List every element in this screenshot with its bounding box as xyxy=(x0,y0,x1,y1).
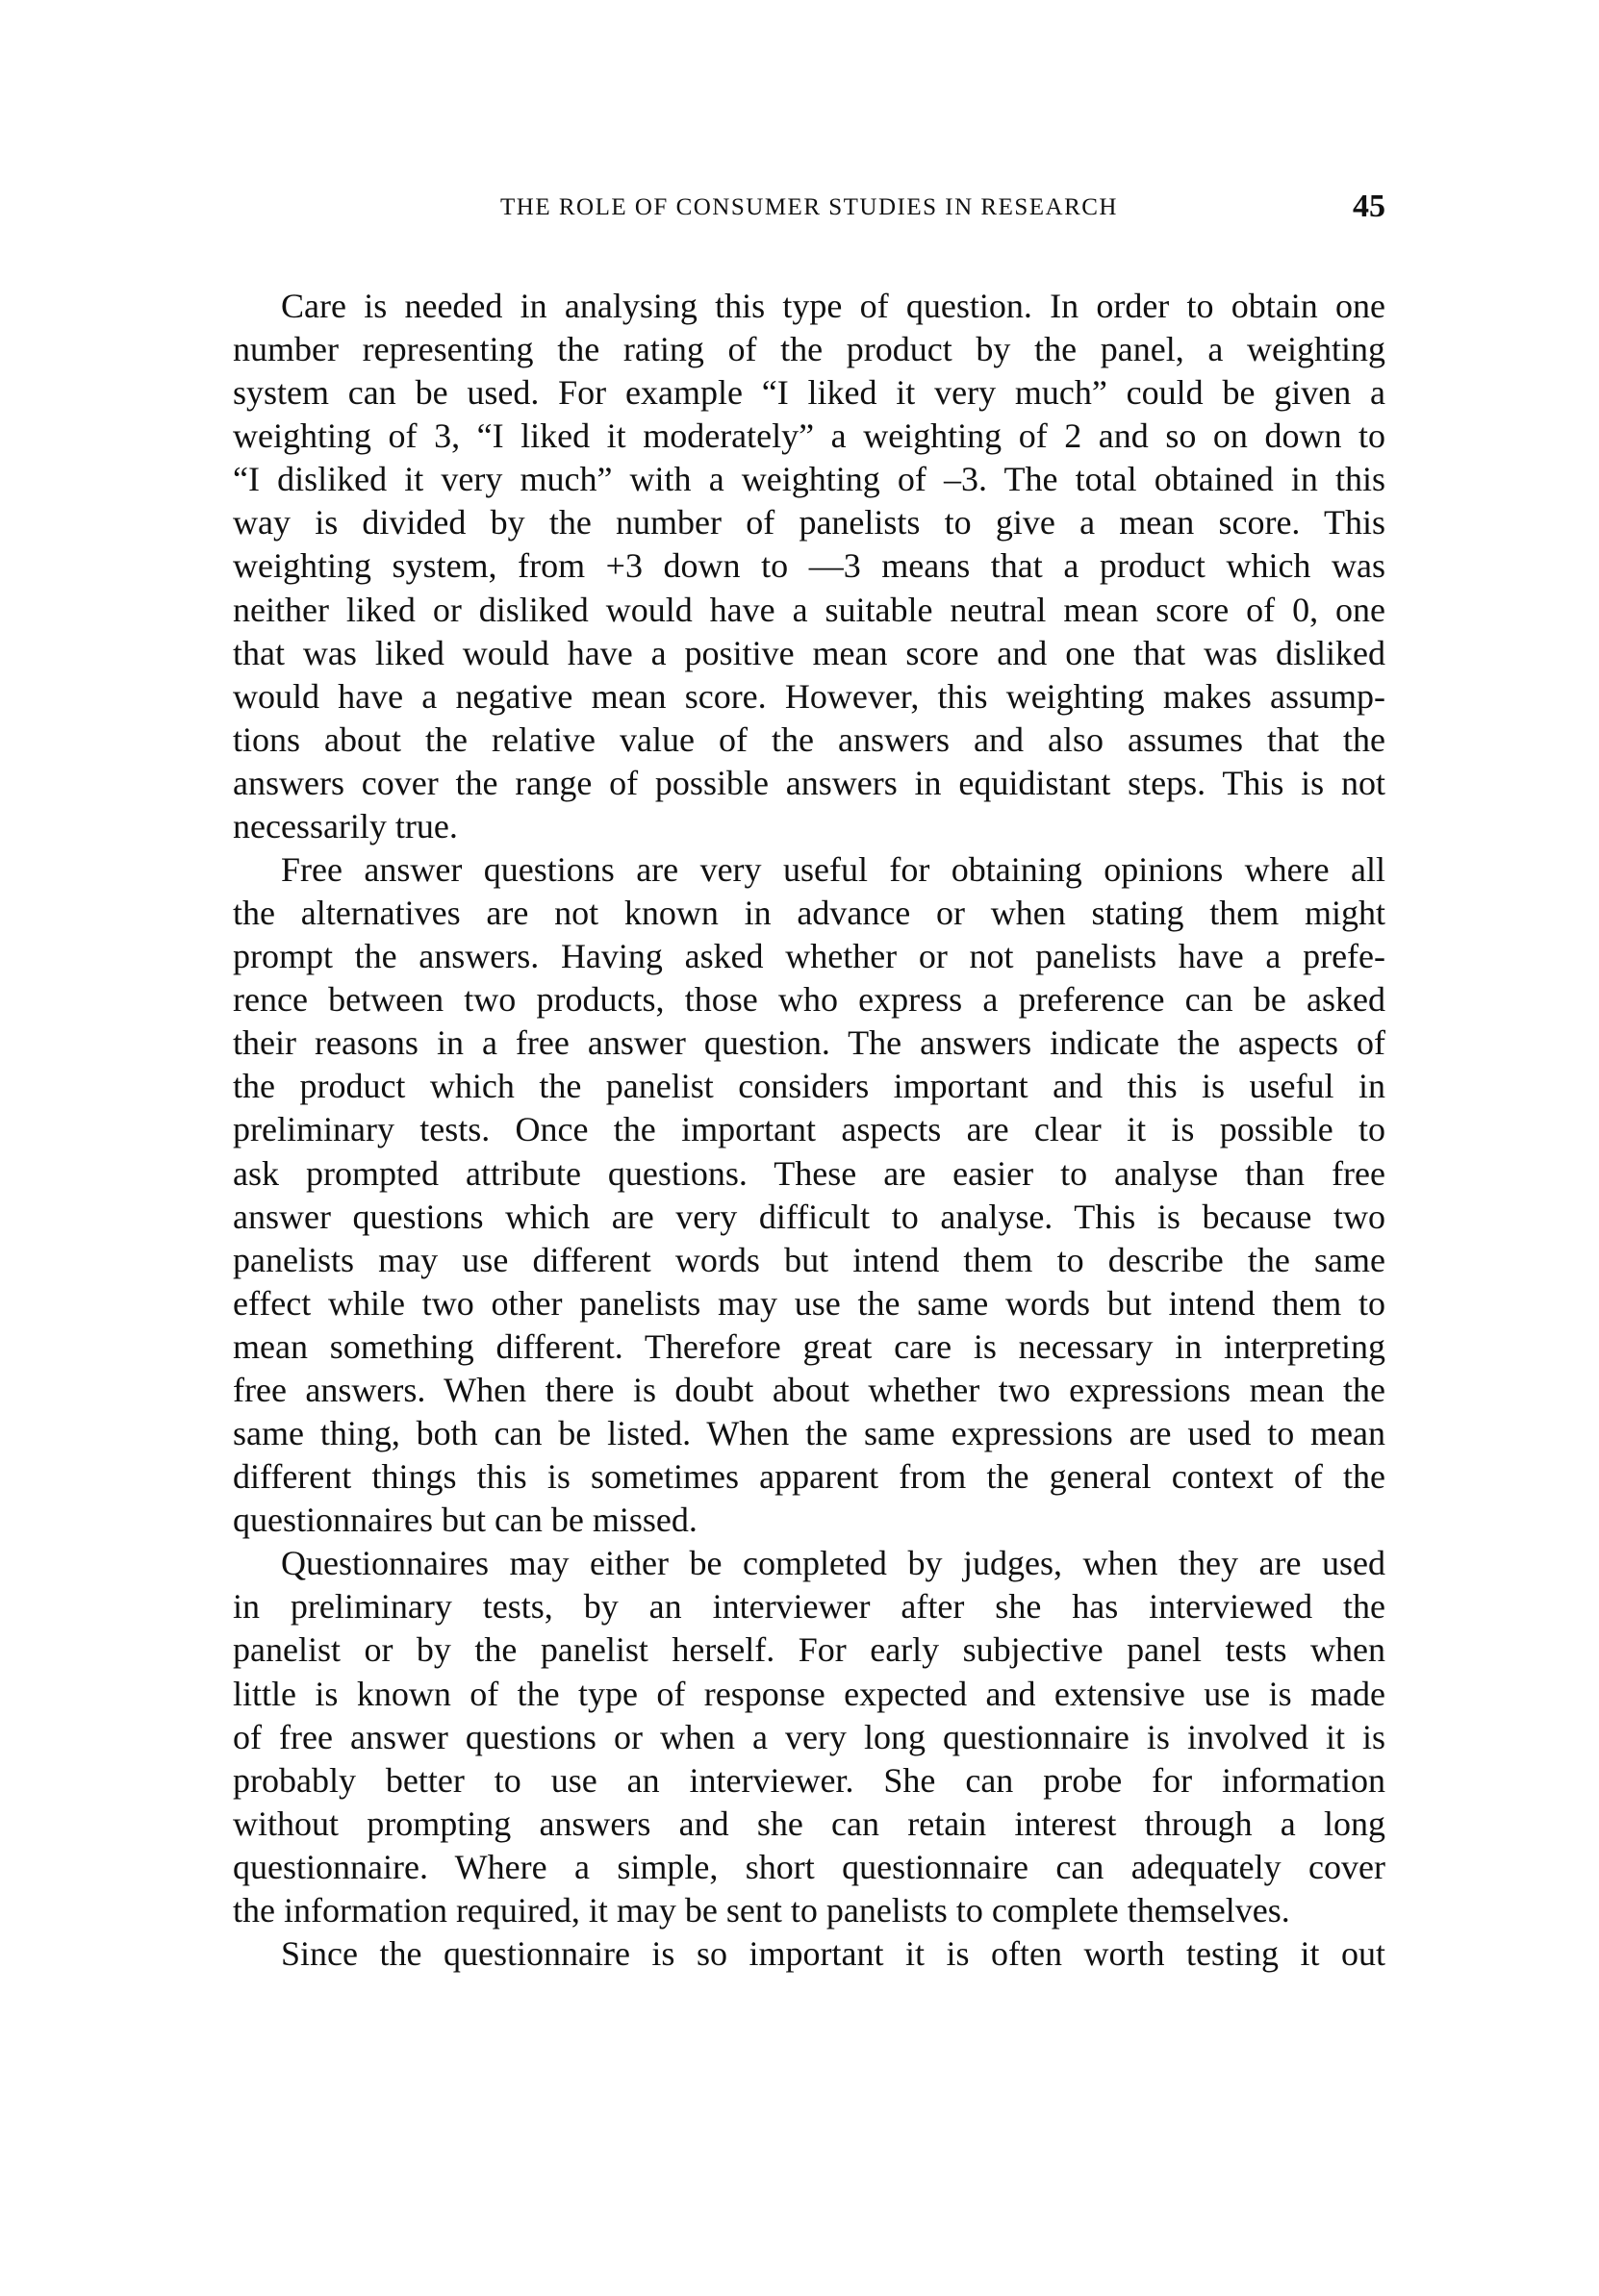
text-line: answers cover the range of possible answers in equidistant steps. This is not xyxy=(233,763,1385,802)
paragraph xyxy=(233,848,1385,1542)
text-line: of free answer questions or when a very long questionnaire is involved it is xyxy=(233,1717,1385,1756)
text-line: ask prompted attribute questions. These are easier to analyse than free xyxy=(233,1153,1385,1193)
body-text xyxy=(233,285,1385,1976)
running-head xyxy=(233,189,1385,227)
text-line: probably better to use an interviewer. She can probe for information xyxy=(233,1760,1385,1800)
text-line: tions about the relative value of the answers and also assumes that the xyxy=(233,719,1385,759)
text-line: the information required, it may be sent to panelists to complete themselves. xyxy=(233,1890,1290,1930)
text-line: the product which the panelist considers important and this is useful in xyxy=(233,1067,1385,1106)
paragraph xyxy=(233,1932,1385,1976)
text-line: without prompting answers and she can retain interest through a long xyxy=(233,1804,1385,1843)
text-line: Questionnaires may either be completed by judges, when they are used xyxy=(281,1544,1385,1583)
paragraph xyxy=(233,285,1385,848)
paragraph xyxy=(233,1542,1385,1932)
text-line: answer questions which are very difficult to analyse. This is because two xyxy=(233,1197,1385,1236)
text-line: questionnaires but can be missed. xyxy=(233,1501,698,1540)
text-line: questionnaire. Where a simple, short questionnaire can adequately cover xyxy=(233,1847,1385,1886)
text-line: rence between two products, those who express a preference can be asked xyxy=(233,980,1385,1020)
text-line: mean something different. Therefore great care is necessary in interpreting xyxy=(233,1326,1385,1366)
text-line: the alternatives are not known in advance or when stating them might xyxy=(233,894,1385,933)
text-line: neither liked or disliked would have a suitable neutral mean score of 0, one xyxy=(233,590,1385,629)
text-line: number representing the rating of the product by the panel, a weighting xyxy=(233,330,1385,369)
text-line: that was liked would have a positive mean score and one that was disliked xyxy=(233,633,1385,672)
text-line: panelists may use different words but intend them to describe the same xyxy=(233,1240,1385,1279)
text-line: little is known of the type of response expected and extensive use is made xyxy=(233,1674,1385,1713)
text-line: necessarily true. xyxy=(233,806,458,845)
text-line: system can be used. For example “I liked it very much” could be given a xyxy=(233,373,1385,413)
text-line: their reasons in a free answer question. The answers indicate the aspects of xyxy=(233,1023,1385,1063)
running-head-title: THE ROLE OF CONSUMER STUDIES IN RESEARCH xyxy=(500,194,1118,220)
text-line: in preliminary tests, by an interviewer after she has interviewed the xyxy=(233,1587,1385,1627)
text-line: Since the questionnaire is so important it is often worth testing it out xyxy=(281,1933,1385,1973)
text-line: free answers. When there is doubt about whether two expressions mean the xyxy=(233,1370,1385,1409)
text-line: Free answer questions are very useful for obtaining opinions where all xyxy=(281,850,1385,890)
text-line: same thing, both can be listed. When the same expressions are used to mean xyxy=(233,1414,1385,1453)
text-line: panelist or by the panelist herself. For early subjective panel tests when xyxy=(233,1630,1385,1670)
text-line: Care is needed in analysing this type of question. In order to obtain one xyxy=(281,287,1385,325)
text-line: would have a negative mean score. However, this weighting makes assump- xyxy=(233,676,1385,716)
text-line: effect while two other panelists may use the same words but intend them to xyxy=(233,1283,1385,1323)
text-line: weighting of 3, “I liked it moderately” a weighting of 2 and so on down to xyxy=(233,416,1385,456)
text-line: way is divided by the number of panelists to give a mean score. This xyxy=(233,503,1385,542)
text-line: preliminary tests. Once the important aspects are clear it is possible to xyxy=(233,1110,1385,1149)
text-line: “I disliked it very much” with a weighting of –3. The total obtained in this xyxy=(233,460,1385,499)
text-line: weighting system, from +3 down to —3 means that a product which was xyxy=(233,546,1385,586)
text-line: prompt the answers. Having asked whether or not panelists have a prefe- xyxy=(233,937,1385,976)
page-number: 45 xyxy=(1353,189,1385,224)
text-line: different things this is sometimes apparent from the general context of the xyxy=(233,1457,1385,1497)
